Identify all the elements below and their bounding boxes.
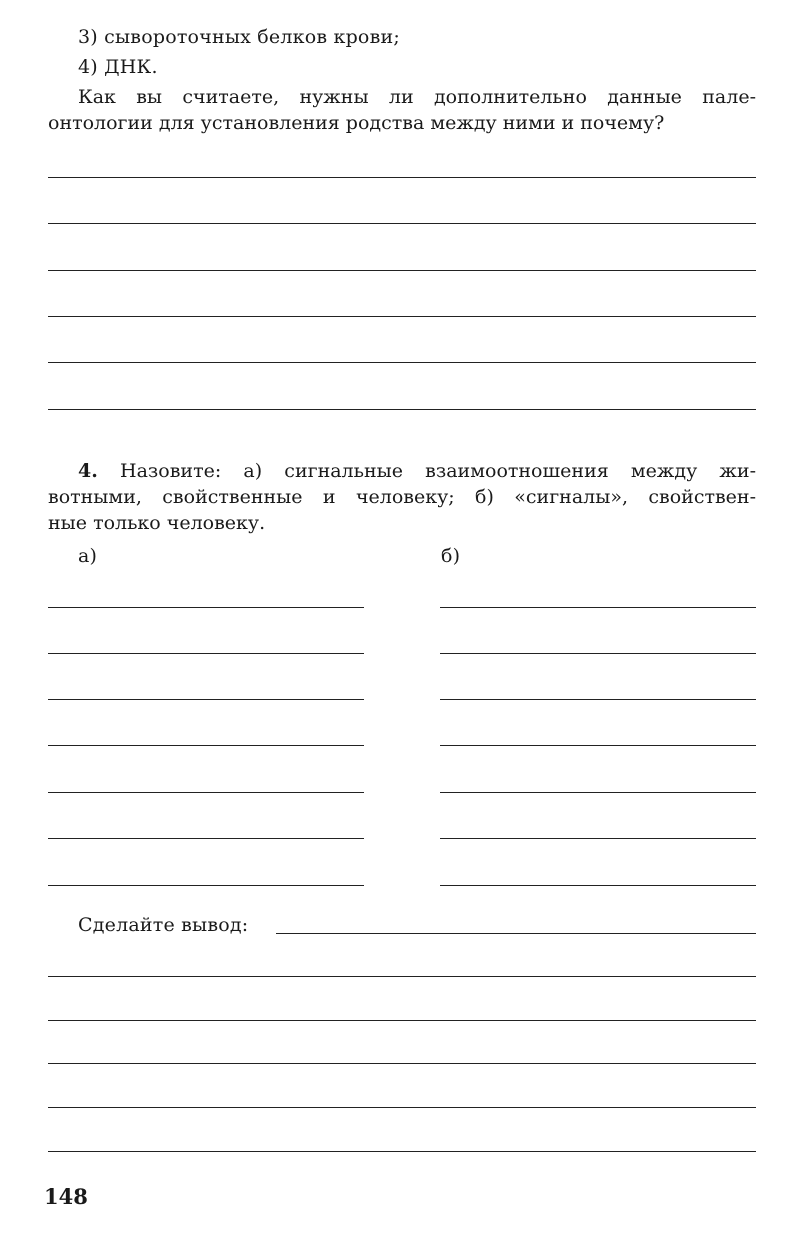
conclusion-answer-line[interactable] — [48, 1020, 756, 1021]
conclusion-answer-line[interactable] — [48, 1063, 756, 1064]
column-a-answer-line[interactable] — [48, 653, 364, 654]
column-a-answer-line[interactable] — [48, 607, 364, 608]
column-a-answer-line[interactable] — [48, 885, 364, 886]
conclusion-answer-line[interactable] — [48, 976, 756, 977]
question-paragraph — [48, 84, 756, 136]
task-4-line-1-text: Назовите: а) сигнальные взаимоотношения между жи- — [97, 460, 756, 482]
column-b-answer-line[interactable] — [440, 653, 756, 654]
page-number: 148 — [44, 1184, 88, 1209]
column-b-answer-line[interactable] — [440, 792, 756, 793]
answer-line[interactable] — [48, 270, 756, 271]
column-b-answer-line[interactable] — [440, 838, 756, 839]
answer-line[interactable] — [48, 177, 756, 178]
column-a-answer-line[interactable] — [48, 792, 364, 793]
column-a-answer-line[interactable] — [48, 699, 364, 700]
column-a-answer-line[interactable] — [48, 838, 364, 839]
task-4-line-3: ные только человеку. — [48, 512, 266, 534]
conclusion-first-line[interactable] — [276, 933, 756, 934]
task-4-number: 4. — [78, 460, 98, 482]
task-4-line-1 — [48, 458, 756, 484]
column-b-answer-line[interactable] — [440, 699, 756, 700]
column-a-label: а) — [78, 545, 98, 567]
answer-line[interactable] — [48, 362, 756, 363]
list-item-3: 3) сывороточных белков крови; — [78, 26, 400, 48]
answer-line[interactable] — [48, 223, 756, 224]
question-line-2: онтологии для установления родства между ними и почему? — [48, 112, 665, 134]
column-b-label: б) — [441, 545, 461, 567]
answer-line[interactable] — [48, 409, 756, 410]
conclusion-answer-line[interactable] — [48, 1151, 756, 1152]
list-item-4: 4) ДНК. — [78, 56, 158, 78]
task-4-line-2: вотными, свойственные и человеку; б) «сигналы», свойствен- — [48, 486, 756, 508]
task-4-paragraph — [48, 458, 756, 536]
conclusion-answer-line[interactable] — [48, 1107, 756, 1108]
conclusion-label: Сделайте вывод: — [78, 914, 249, 936]
column-a-answer-line[interactable] — [48, 745, 364, 746]
question-line-1: Как вы считаете, нужны ли дополнительно данные пале- — [78, 86, 756, 108]
answer-line[interactable] — [48, 316, 756, 317]
column-b-answer-line[interactable] — [440, 745, 756, 746]
column-b-answer-line[interactable] — [440, 607, 756, 608]
column-b-answer-line[interactable] — [440, 885, 756, 886]
